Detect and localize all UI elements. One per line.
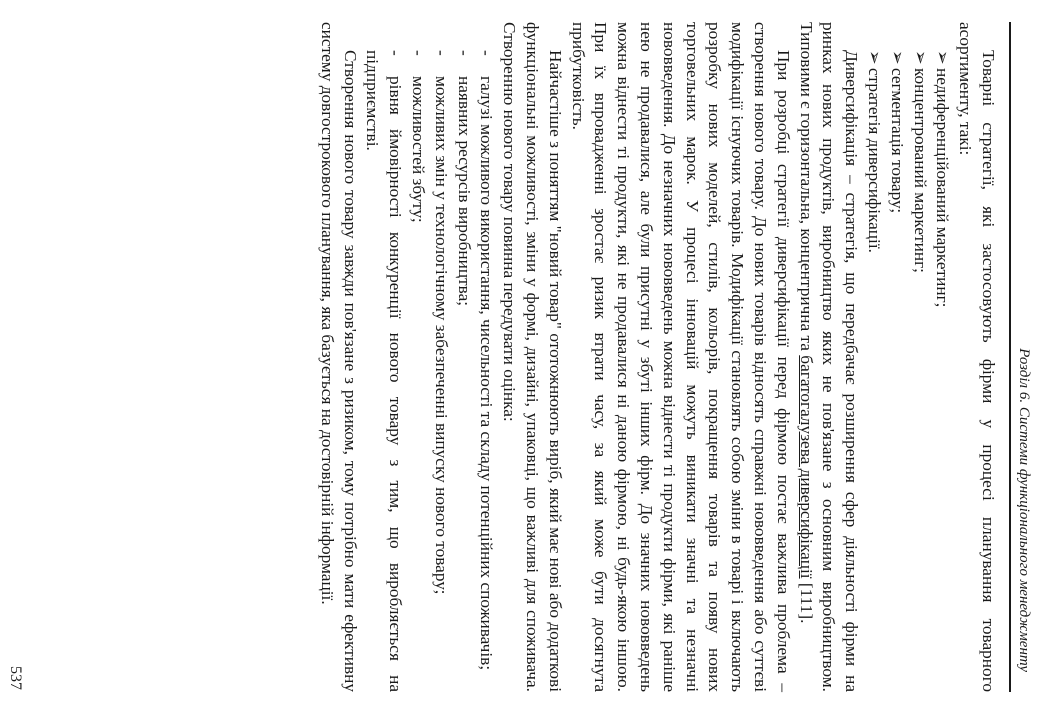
dash-bullet: - [386,50,406,56]
running-header: Розділ 6. Системи функціонального менеджменту [1016,348,1032,672]
paragraph-diversification: Диверсифікація – стратегія, що передбачає розширення сфер діяльності фірми на ринках нових продуктів, виробництво яких не пов'язане з основним виробництвом. Типовими є горизонтальна, концентрична та багатогалузева диверсифікації [111]. [796,22,862,692]
header-rule [1009,22,1011,692]
dash-bullet: - [454,50,474,56]
paragraph-conclusion: Створення нового товару завжди пов'язане з ризиком, тому потрібно мати ефективну систему довгострокового планування, яка базується на достовірній інформації. [317,22,360,692]
body-text [315,22,999,692]
list-item: -галузі можливого використання, чисельності та складу потенційних споживачів; [475,22,498,692]
page-number: 537 [7,666,24,690]
arrow-bullet-icon: ➢ [865,50,885,65]
list-item: -наявних ресурсів виробництва; [452,22,475,692]
paragraph-intro: Товарні стратегії, які застосовують фірми у процесі планування товарного асортименту, такі: [956,22,998,692]
underlined-term: багатогалузева диверсифікації [796,355,816,579]
paragraph-new-product: При розробці стратегії диверсифікації перед фірмою постає важлива проблема – створення нового товару. До нових товарів відносять справжні нововведення або суттєві модифікації існуючих товарів. Модифікації становлять собою зміни в товарі і включають розробку нових моделей, стилів, кольорів, покращення товарів та появу нових торговельних марок. У процесі інновацій можуть виникати значні та незначні нововведення. До незначних нововведень можна віднести ті продукти фірми, які раніше нею не продавалися, але були присутні у збуті інших фірм. До значних нововведень можна віднести ті продукти, які не продавалися ні даною фірмою, ні будь-якою іншою. При їх впровадженні зростає ризик втрати часу, за який може бути досягнута прибутковість. [568,22,793,692]
paragraph-new-product-definition: Найчастіше з поняттям "новий товар" ототожнюють виріб, який має нові або додаткові функціональні можливості, зміни у формі, дизайні, упаковці, що важливі для споживача. Створенню нового товару повинна передувати оцінка: [500,22,565,692]
dash-bullet: - [477,50,497,56]
arrow-bullet-icon: ➢ [910,50,930,65]
list-item: ➢сегментація товару; [885,22,908,692]
list-item: ➢концентрований маркетинг; [908,22,931,692]
dash-bullet: - [409,50,429,56]
list-item: ➢недиференційований маркетинг; [931,22,954,692]
list-item: -можливостей збуту; [406,22,429,692]
list-item: ➢стратегія диверсифікації. [862,22,885,692]
dash-bullet: - [431,50,451,56]
arrow-bullet-icon: ➢ [933,50,953,65]
list-item: -можливих змін у технологічному забезпеченні випуску нового товару; [429,22,452,692]
arrow-bullet-icon: ➢ [887,50,907,65]
list-item: -рівня ймовірності конкуренції нового товару з тим, що виробляється на підприємстві. [363,50,406,692]
